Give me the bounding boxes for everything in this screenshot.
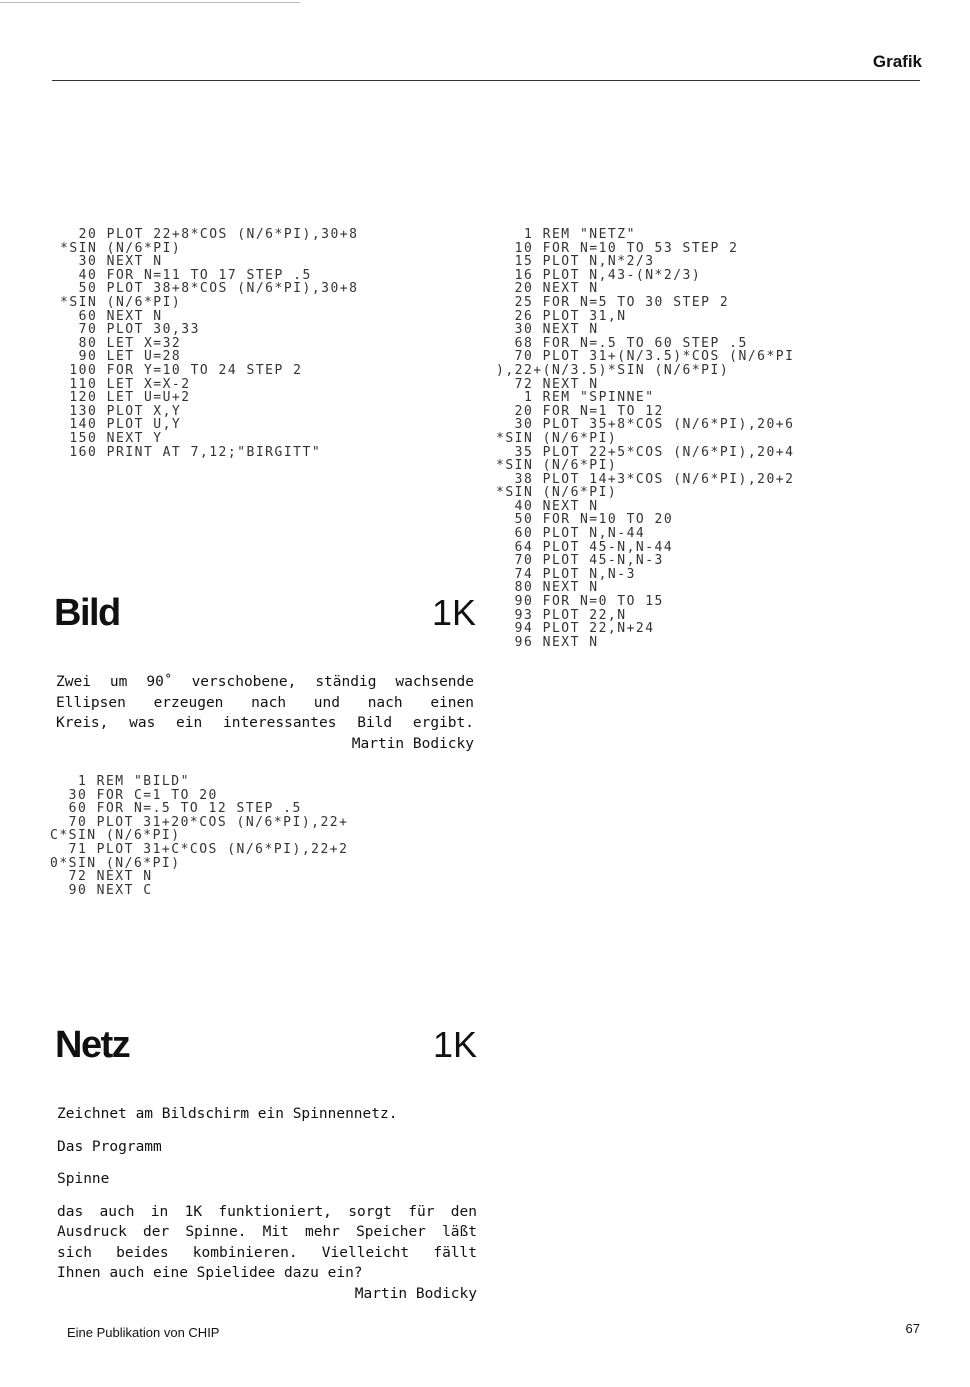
section-label: Grafik (872, 52, 922, 71)
description-line: Zwei um 90˚ verschobene, ständig wachsende (56, 674, 474, 690)
header-rule (52, 80, 920, 81)
program-size-bild: 1K (432, 592, 477, 633)
page-number: 67 (905, 1321, 920, 1336)
description-paragraph: Das Programm (57, 1138, 162, 1155)
program-size-netz: 1K (433, 1024, 478, 1065)
top-edge-line (0, 2, 300, 3)
description-paragraph: Spinne (57, 1171, 110, 1187)
description-line: Ellipsen erzeugen nach und nach einen (56, 694, 474, 711)
code-listing-birgitt: 20 PLOT 22+8*COS (N/6*PI),30+8 *SIN (N/6*PI) 30 NEXT N 40 FOR N=11 TO 17 STEP .5 50 PLOT 38+8*COS (N/6*PI),30+8 *SIN (N/6*PI) 60 NEXT N 70 PLOT 30,33 80 LET X=32 90 LET U=28 100 FOR Y=10 TO 24 STEP 2 110 LET X=X-2 120 LET U=U+2 130 PLOT X,Y 140 PLOT U,Y 150 NEXT Y 160 PRINT AT 7,12;"BIRGITT" (60, 227, 359, 460)
description-line: Kreis, was ein interessantes Bild ergibt. (56, 715, 474, 731)
program-title-bild: Bild (54, 592, 120, 634)
program-title-netz: Netz (55, 1024, 130, 1066)
description-paragraph: Zeichnet am Bildschirm ein Spinnennetz. (57, 1106, 398, 1122)
footer-publication: Eine Publikation von CHIP (67, 1325, 220, 1340)
description-netz (57, 1104, 477, 1304)
code-listing-bild: 1 REM "BILD" 30 FOR C=1 TO 20 60 FOR N=.5 TO 12 STEP .5 70 PLOT 31+20*COS (N/6*PI),22+ C*SIN (N/6*PI) 71 PLOT 31+C*COS (N/6*PI),22+2 0*SIN (N/6*PI) 72 NEXT N 90 NEXT C (50, 774, 349, 898)
description-line: Ausdruck der Spinne. Mit mehr Speicher läßt (57, 1224, 477, 1240)
author-netz: Martin Bodicky (354, 1285, 477, 1302)
author-bild: Martin Bodicky (351, 735, 474, 752)
code-listing-netz-spinne: 1 REM "NETZ" 10 FOR N=10 TO 53 STEP 2 15 PLOT N,N*2/3 16 PLOT N,43-(N*2/3) 20 NEXT N 25 FOR N=5 TO 30 STEP 2 26 PLOT 31,N 30 NEXT N 68 FOR N=.5 TO 60 STEP .5 70 PLOT 31+(N/3.5)*COS (N/6*PI ),22+(N/3.5)*SIN (N/6*PI) 72 NEXT N 1 REM "SPINNE" 20 FOR N=1 TO 12 30 PLOT 35+8*COS (N/6*PI),20+6 *SIN (N/6*PI) 35 PLOT 22+5*COS (N/6*PI),20+4 *SIN (N/6*PI) 38 PLOT 14+3*COS (N/6*PI),20+2 *SIN (N/6*PI) 40 NEXT N 50 FOR N=10 TO 20 60 PLOT N,N-44 64 PLOT 45-N,N-44 70 PLOT 45-N,N-3 74 PLOT N,N-3 80 NEXT N 90 FOR N=0 TO 15 93 PLOT 22,N 94 PLOT 22,N+24 96 NEXT N (496, 227, 795, 650)
description-line: Ihnen auch eine Spielidee dazu ein? (57, 1265, 363, 1281)
description-line: sich beides kombinieren. Vielleicht fällt (57, 1244, 477, 1261)
description-bild (56, 672, 474, 754)
description-line: das auch in 1K funktioniert, sorgt für den (57, 1203, 477, 1220)
